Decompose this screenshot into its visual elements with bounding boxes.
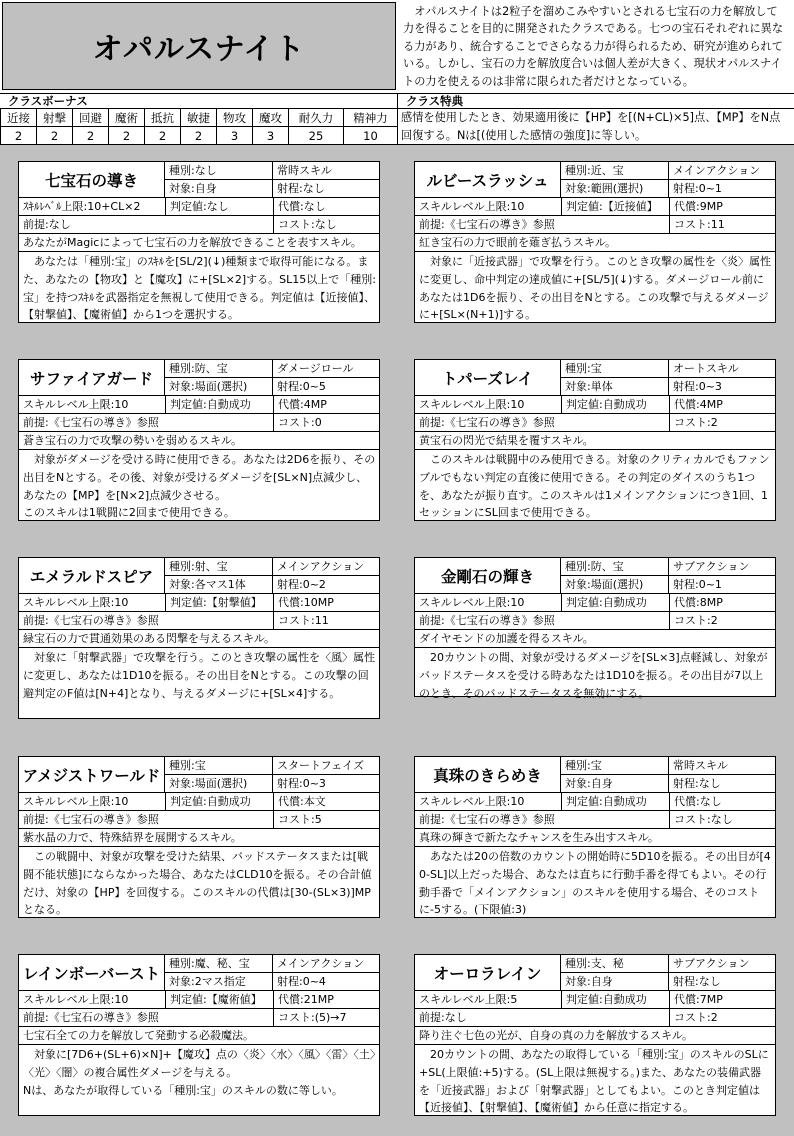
class-trait-title: クラス特典 [397,93,794,108]
skill-cost2: コスト:11 [669,216,775,233]
skill-level-cap: スキルレベル上限:10 [419,398,525,411]
bonus-header: 近接 [1,109,37,127]
skill-range: 射程:0~1 [673,578,722,591]
skill-cost: 代償:本文 [273,793,379,810]
skill-prereq-row [19,811,379,829]
bonus-header: 射撃 [37,109,73,127]
skill-cost: 代償:7MP [669,991,775,1008]
skill-type: 種別:支、秘 [561,955,669,973]
skill-stats-row [19,793,379,811]
skill-name: ルビースラッシュ [415,162,561,197]
skill-summary: 真珠の輝きで新たなチャンスを生み出すスキル。 [415,829,775,847]
skill-description: 対象に「射撃武器」で攻撃を行う。このとき攻撃の属性を〈風〉属性に変更し、あなたは1D10を振る。その出目をNとする。この攻撃の回避判定のF値は[N+4]となり、与えるダメージに+[SL×4]する。 [23,651,375,700]
skill-prereq: 前提:《七宝石の導き》参照 [23,1011,159,1024]
skill-prereq: 前提:《七宝石の導き》参照 [419,416,555,429]
bonus-value: 2 [37,127,73,145]
skill-timing: サブアクション [669,955,775,973]
skill-description: 20カウントの間、あなたの取得している「種別:宝」のスキルのSLに+SL(上限値:+5)する。(SL上限は無視する。)また、あなたの装備武器を「近接武器」および「射撃武器」としてもよい。このとき判定値は【近接値】、【射撃値】、【魔術値】から任意に指定する。 [419,1048,769,1115]
bonus-header: 耐久力 [289,109,344,127]
skill-range: 射程:0~2 [277,578,326,591]
skill-prereq: 前提:《七宝石の導き》参照 [23,416,159,429]
skill-summary: 七宝石全ての力を解放して発動する必殺魔法。 [19,1027,379,1045]
skill-prereq-row [19,612,379,630]
skill-target: 対象:各マス1体 [165,576,273,594]
skill-cost: 代償:10MP [273,594,379,611]
skill-cost: 代償:9MP [669,198,775,215]
skill-level-cap: スキルレベル上限:10 [23,596,129,609]
skill-meta [165,360,379,395]
skill-summary: 紅き宝石の力で眼前を薙ぎ払うスキル。 [415,234,775,252]
skill-prereq-row [415,1009,775,1027]
skill-prereq-row [415,414,775,432]
skill-target: 対象:自身 [561,775,669,793]
skill-header [415,757,775,793]
skill-prereq: 前提:なし [419,1011,467,1024]
skill-cost: 代償:なし [273,198,379,215]
skill-meta [165,757,379,792]
skill-timing: メインアクション [273,955,379,973]
skill-cost: 代償:なし [669,793,775,810]
skill-header [415,955,775,991]
skill-description: あなたは20の倍数のカウントの開始時に5D10を振る。その出目が[40-SL]以上だった場合、あなたは直ちに行動手番を得てもよい。その行動手番で「メインアクション」のスキルを使用する場合、そのコストに-5する。(下限値:3) [419,850,771,917]
bonus-header: 魔攻 [253,109,289,127]
bonus-value: 2 [145,127,181,145]
skill-level-cap: スキルレベル上限:10 [419,795,525,808]
bonus-header: 物攻 [217,109,253,127]
skill-header [415,360,775,396]
skill-timing: スタートフェイズ [273,757,379,775]
skill-cost2: コスト:(5)→7 [273,1009,379,1026]
skill-prereq: 前提:《七宝石の導き》参照 [419,218,555,231]
skill-range: 射程:0~1 [673,182,722,195]
bonus-value: 3 [217,127,253,145]
skill-name: 金剛石の輝き [415,558,561,593]
skill-judge: 判定値:自動成功 [561,793,669,810]
skill-timing: オートスキル [669,360,775,378]
skill-type: 種別:なし [165,162,273,180]
skill-type: 種別:近、宝 [561,162,669,180]
skill-meta [561,162,775,197]
bonus-header: 抵抗 [145,109,181,127]
skill-header [19,955,379,991]
skill-timing: メインアクション [669,162,775,180]
skill-level-cap: ｽｷﾙﾚﾍﾞﾙ上限:10+CL×2 [23,200,141,213]
skill-description: あなたは「種別:宝」のｽｷﾙを[SL/2](↓)種類まで取得可能になる。また、あなたの【物攻】と【魔攻】に+[SL×2]する。SL15以上で「種別:宝」を持つｽｷﾙを武器指定を無視して使用できる。判定値は【近接値】、【射撃値】、【魔術値】から1つを選択する。 [23,255,376,322]
bonus-value: 2 [109,127,145,145]
skill-card [414,359,776,521]
skill-prereq-row [415,216,775,234]
skill-stats-row [19,396,379,414]
skill-cost2: コスト:なし [669,811,775,828]
skill-prereq: 前提:《七宝石の導き》参照 [419,813,555,826]
class-intro: オパルスナイトは2粒子を溜めこみやすいとされる七宝石の力を解放して力を得ることを目的に開発されたクラスである。七つの宝石それぞれに異なる力があり、統合することでさらなる力が得られるため、研究が進められている。しかし、宝石の力を解放度合いは個人差が大きく、現状オパルスナイトの力を使えるのは非常に限られた者だけとなっている。 [403,5,784,88]
skill-cost2: コスト:2 [669,612,775,629]
skill-stats-row [415,793,775,811]
skill-description: この戦闘中、対象が攻撃を受けた結果、バッドステータスまたは[戦闘不能状態]にならなかった場合、あなたはCLD10を振る。その合計値だけ、対象の【HP】を回復する。このスキルの代償は[30-(SL×3)]MPとなる。 [23,850,372,917]
skill-prereq: 前提:《七宝石の導き》参照 [419,614,555,627]
skill-meta [561,955,775,990]
skill-prereq-row [19,216,379,234]
skill-cost2: コスト:0 [273,414,379,431]
skill-card [18,557,380,719]
class-trait-text: 感情を使用したとき、効果適用後に【HP】を[(N+CL)×5]点、【MP】をN点回復する。Nは[(使用した感情の強度]に等しい。 [397,108,794,144]
skill-card [414,756,776,918]
bonus-header: 敏捷 [181,109,217,127]
skill-type: 種別:防、宝 [561,558,669,576]
skill-name: 真珠のきらめき [415,757,561,792]
skill-card [414,557,776,700]
skill-name: オーロラレイン [415,955,561,990]
skill-name: 七宝石の導き [19,162,165,197]
skill-name: サファイアガード [19,360,165,395]
skill-card [414,954,776,1116]
skill-cost: 代償:4MP [669,396,775,413]
skill-target: 対象:場面(選択) [561,576,669,594]
skill-range: 射程:0~5 [277,380,326,393]
skill-judge: 判定値:なし [165,198,273,215]
skill-range: 射程:0~3 [277,777,326,790]
skill-stats-row [415,991,775,1009]
skill-judge: 判定値:自動成功 [165,396,273,413]
skill-level-cap: スキルレベル上限:10 [419,200,525,213]
skill-prereq-row [415,612,775,630]
skill-card [18,954,380,1116]
skill-type: 種別:宝 [561,360,669,378]
skill-header [19,558,379,594]
skill-target: 対象:範囲(選択) [561,180,669,198]
skill-judge: 判定値:自動成功 [165,793,273,810]
bonus-value: 3 [253,127,289,145]
skill-summary: 紫水晶の力で、特殊結界を展開するスキル。 [19,829,379,847]
skill-level-cap: スキルレベル上限:10 [23,398,129,411]
bonus-header: 魔術 [109,109,145,127]
skill-target: 対象:自身 [165,180,273,198]
skill-range: 射程:なし [673,975,721,988]
skill-type: 種別:宝 [561,757,669,775]
skill-summary: 蒼き宝石の力で攻撃の勢いを弱めるスキル。 [19,432,379,450]
skill-target: 対象:2マス指定 [165,973,273,991]
skill-range: 射程:0~3 [673,380,722,393]
skill-target: 対象:場面(選択) [165,775,273,793]
skill-cost2: コスト:5 [273,811,379,828]
skill-stats-row [415,198,775,216]
skill-timing: ダメージロール [273,360,379,378]
skill-card [18,161,380,323]
class-bonus-table [0,108,398,145]
skill-description: このスキルは戦闘中のみ使用できる。対象のクリティカルでもファンブルでもない判定の直後に使用できる。その判定のダイスのうち1つを、あなたが振り直す。このスキルは1メインアクションにつき1回、1セッションにSL回まで使用できる。 [419,453,770,520]
skill-meta [165,955,379,990]
skill-prereq: 前提:《七宝石の導き》参照 [23,614,159,627]
skill-type: 種別:射、宝 [165,558,273,576]
skill-judge: 判定値:自動成功 [561,396,669,413]
skill-type: 種別:魔、秘、宝 [165,955,273,973]
skill-summary: 降り注ぐ七色の光が、自身の真の力を解放するスキル。 [415,1027,775,1045]
skill-target: 対象:単体 [561,378,669,396]
skill-name: レインボーバースト [19,955,165,990]
header-divider [0,144,794,145]
bonus-value: 2 [181,127,217,145]
skill-header [19,757,379,793]
skill-timing: 常時スキル [273,162,379,180]
skill-description: 対象に[7D6+(SL+6)×N]+【魔攻】点の〈炎〉〈水〉〈風〉〈雷〉〈土〉〈光〉〈闇〉の複合属性ダメージを与える。 Nは、あなたが取得している「種別:宝」のスキルの数に等しい。 [23,1048,376,1097]
page-title: オパルスナイト [2,2,396,90]
skill-header [415,558,775,594]
skill-description: 20カウントの間、対象が受けるダメージを[SL×3]点軽減し、対象がバッドステータスを受ける時あなたは1D10を振る。その出目が7以上のとき、そのバッドステータスを無効にする。 [419,651,768,700]
skill-level-cap: スキルレベル上限:10 [23,795,129,808]
skill-cost2: コスト:なし [273,216,379,233]
skill-target: 対象:場面(選択) [165,378,273,396]
skill-description: 対象がダメージを受ける時に使用できる。あなたは2D6を振り、その出目をNとする。その後、対象が受けるダメージを[SL×N]点減少し、あなたの【MP】を[N×2]点減少させる。 このスキルは1戦闘に2回まで使用できる。 [23,453,376,520]
skill-cost2: コスト:2 [669,414,775,431]
skill-timing: メインアクション [273,558,379,576]
bonus-value: 10 [344,127,398,145]
skill-type: 種別:防、宝 [165,360,273,378]
skill-card [18,756,380,918]
skill-header [19,360,379,396]
skill-name: エメラルドスピア [19,558,165,593]
skill-meta [561,360,775,395]
skill-range: 射程:なし [673,777,721,790]
bonus-value: 25 [289,127,344,145]
skill-name: トパーズレイ [415,360,561,395]
skill-name: アメジストワールド [19,757,165,792]
skill-type: 種別:宝 [165,757,273,775]
bonus-header: 精神力 [344,109,398,127]
skill-meta [165,558,379,593]
skill-prereq-row [19,414,379,432]
skill-cost2: コスト:11 [273,612,379,629]
bonus-value: 2 [1,127,37,145]
skill-header [19,162,379,198]
skill-target: 対象:自身 [561,973,669,991]
skill-stats-row [415,594,775,612]
skill-summary: 緑宝石の力で貫通効果のある閃撃を与えるスキル。 [19,630,379,648]
skill-prereq: 前提:なし [23,218,71,231]
skill-cost2: コスト:2 [669,1009,775,1026]
skill-cost: 代償:8MP [669,594,775,611]
skill-timing: 常時スキル [669,757,775,775]
skill-stats-row [19,198,379,216]
skill-level-cap: スキルレベル上限:5 [419,993,518,1006]
skill-cost: 代償:4MP [273,396,379,413]
class-bonus-title: クラスボーナス [0,93,397,108]
skill-judge: 判定値:【近接値】 [561,198,669,215]
skill-meta [561,558,775,593]
skill-stats-row [415,396,775,414]
skill-description: 対象に「近接武器」で攻撃を行う。このとき攻撃の属性を〈炎〉属性に変更し、命中判定の達成値に+[SL/5](↓)する。ダメージロール前にあなたは1D6を振り、その出目をNとする。この攻撃で与えるダメージに+[SL×(N+1)]する。 [419,255,771,322]
skill-card [18,359,380,521]
skill-stats-row [19,594,379,612]
skill-range: 射程:なし [277,182,325,195]
skill-prereq-row [415,811,775,829]
class-header [0,0,794,144]
skill-card [414,161,776,323]
skill-level-cap: スキルレベル上限:10 [419,596,525,609]
skill-range: 射程:0~4 [277,975,326,988]
skill-summary: 黄宝石の閃光で結果を覆すスキル。 [415,432,775,450]
skill-level-cap: スキルレベル上限:10 [23,993,129,1006]
skill-summary: ダイヤモンドの加護を得るスキル。 [415,630,775,648]
bonus-header: 回避 [73,109,109,127]
skill-cost: 代償:21MP [273,991,379,1008]
skill-judge: 判定値:自動成功 [561,594,669,611]
skill-judge: 判定値:【射撃値】 [165,594,273,611]
skill-meta [561,757,775,792]
bonus-value: 2 [73,127,109,145]
skill-judge: 判定値:自動成功 [561,991,669,1008]
skill-meta [165,162,379,197]
skill-judge: 判定値:【魔術値】 [165,991,273,1008]
skill-prereq: 前提:《七宝石の導き》参照 [23,813,159,826]
skill-stats-row [19,991,379,1009]
skill-timing: サブアクション [669,558,775,576]
skill-header [415,162,775,198]
skill-prereq-row [19,1009,379,1027]
skill-summary: あなたがMagicによって七宝石の力を解放できることを表すスキル。 [19,234,379,252]
